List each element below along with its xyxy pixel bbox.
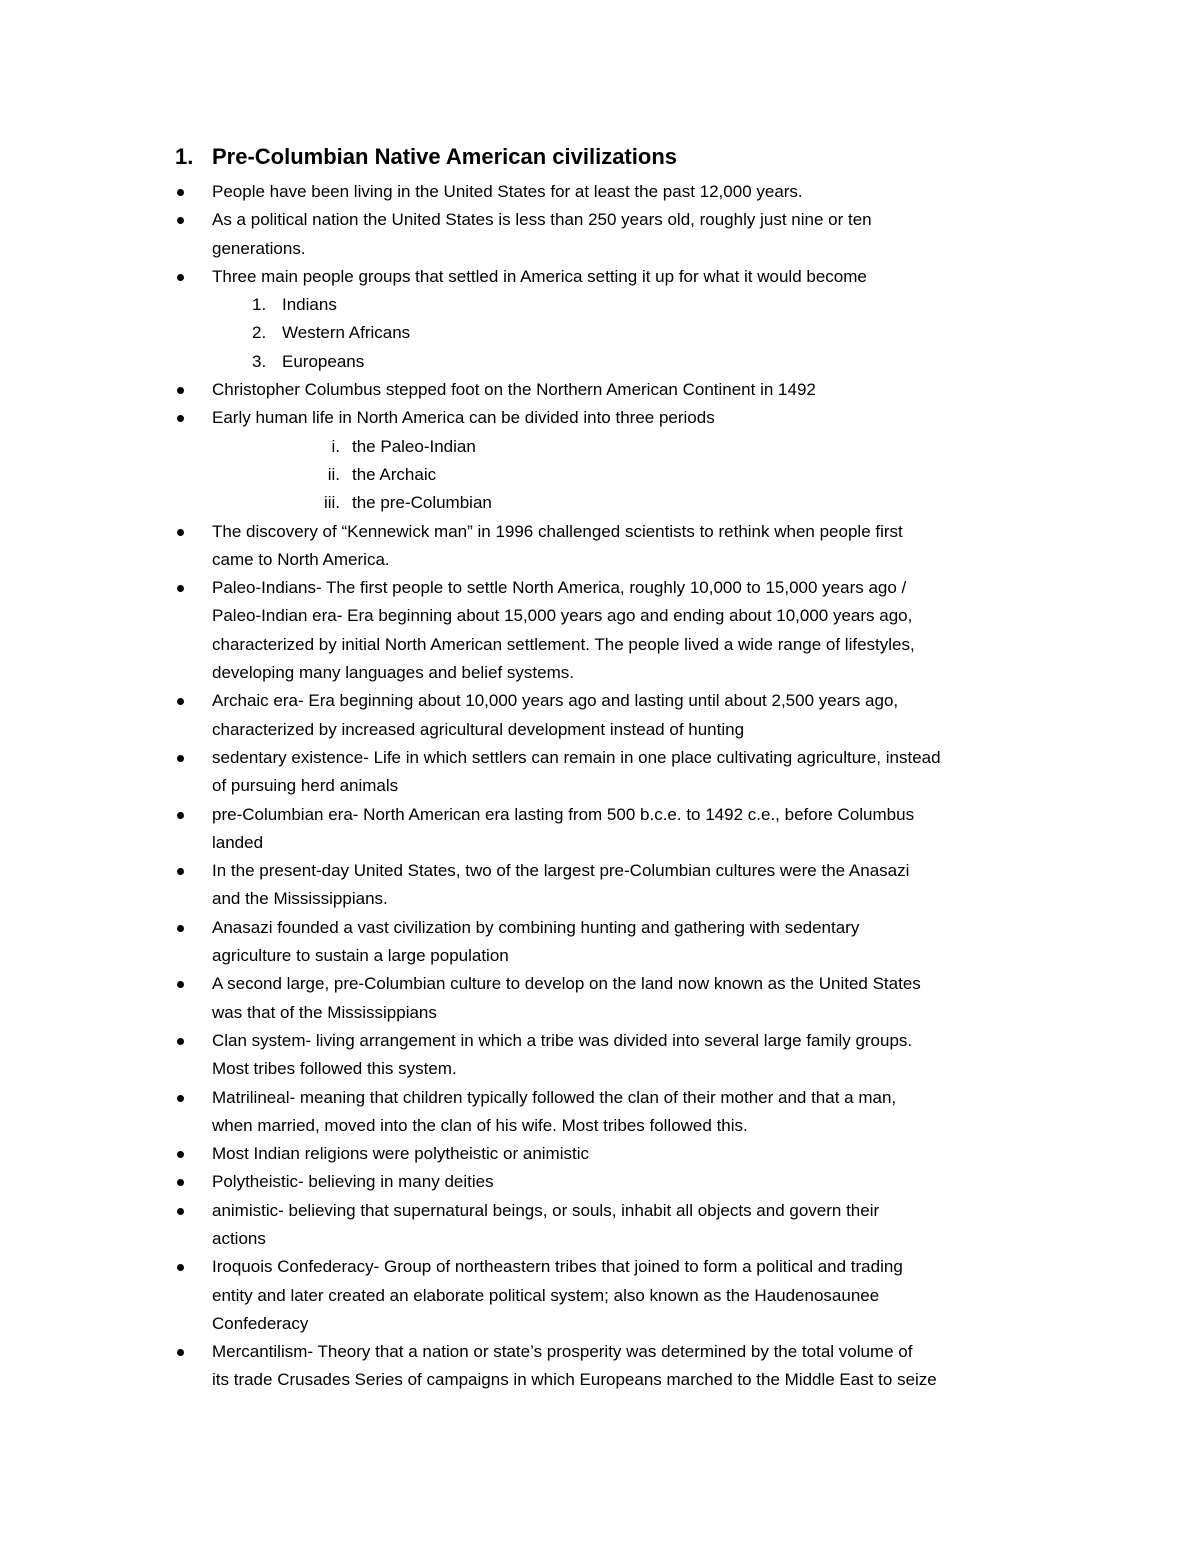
bullet-item bbox=[175, 376, 1075, 404]
bullet-icon bbox=[177, 1095, 184, 1102]
bullet-icon bbox=[177, 274, 184, 281]
list-marker: iii. bbox=[323, 493, 340, 513]
bullet-icon bbox=[177, 585, 184, 592]
bullet-text: As a political nation the United States is less than 250 years old, roughly just nine or ten generations. bbox=[212, 210, 872, 258]
bullet-item bbox=[175, 1338, 1075, 1395]
bullet-text: In the present-day United States, two of the largest pre-Columbian cultures were the Anasazi and the Mississippians. bbox=[212, 861, 910, 909]
bullet-text: pre-Columbian era- North American era lasting from 500 b.c.e. to 1492 c.e., before Columbus landed bbox=[212, 804, 915, 852]
numbered-subitem bbox=[175, 319, 1075, 347]
bullet-text: Matrilineal- meaning that children typically followed the clan of their mother and that a man, when married, moved into the clan of his wife. Most tribes followed this. bbox=[212, 1087, 897, 1135]
bullet-text: Mercantilism- Theory that a nation or state’s prosperity was determined by the total volume of its trade Crusades Series of campaigns in which Europeans marched to the Middle East to seize bbox=[212, 1342, 937, 1390]
bullet-icon bbox=[177, 868, 184, 875]
bullet-item bbox=[175, 1027, 1075, 1084]
bullet-item bbox=[175, 178, 1075, 206]
bullet-icon bbox=[177, 415, 184, 422]
bullet-item bbox=[175, 857, 1075, 914]
bullet-item bbox=[175, 263, 1075, 291]
bullet-text: Most Indian religions were polytheistic or animistic bbox=[212, 1144, 589, 1164]
bullet-item bbox=[175, 518, 1075, 575]
bullet-text: Christopher Columbus stepped foot on the Northern American Continent in 1492 bbox=[212, 380, 816, 400]
bullet-item bbox=[175, 1197, 1075, 1254]
bullet-text: Iroquois Confederacy- Group of northeastern tribes that joined to form a political and trading entity and later created an elaborate political system; also known as the Haudenosaunee Confederacy bbox=[212, 1257, 903, 1333]
subitem-text: the pre-Columbian bbox=[352, 493, 492, 513]
bullet-text: Early human life in North America can be divided into three periods bbox=[212, 408, 715, 428]
bullet-text: A second large, pre-Columbian culture to develop on the land now known as the United States was that of the Mississippians bbox=[212, 974, 921, 1022]
bullet-item bbox=[175, 1084, 1075, 1141]
bullet-item bbox=[175, 744, 1075, 801]
numbered-subitem bbox=[175, 348, 1075, 376]
subitem-text: Indians bbox=[282, 295, 337, 315]
bullet-item bbox=[175, 574, 1075, 687]
bullet-item bbox=[175, 404, 1075, 432]
numbered-subitem bbox=[175, 291, 1075, 319]
notes-list bbox=[175, 178, 1075, 1395]
bullet-item bbox=[175, 206, 1075, 263]
list-marker: 3. bbox=[252, 351, 267, 371]
bullet-item bbox=[175, 1140, 1075, 1168]
list-marker: ii. bbox=[327, 464, 340, 484]
bullet-icon bbox=[177, 217, 184, 224]
subitem-text: the Archaic bbox=[352, 464, 437, 484]
bullet-icon bbox=[177, 1179, 184, 1186]
section-heading bbox=[175, 144, 677, 170]
bullet-text: animistic- believing that supernatural beings, or souls, inhabit all objects and govern their actions bbox=[212, 1200, 880, 1248]
bullet-text: sedentary existence- Life in which settlers can remain in one place cultivating agriculture, instead of pursuing herd animals bbox=[212, 747, 941, 796]
bullet-item bbox=[175, 914, 1075, 971]
bullet-icon bbox=[177, 1208, 184, 1215]
heading-title: Pre-Columbian Native American civilizations bbox=[212, 144, 677, 169]
bullet-text: Clan system- living arrangement in which a tribe was divided into several large family groups. Most tribes followed this system. bbox=[212, 1030, 913, 1079]
subitem-text: the Paleo-Indian bbox=[352, 436, 476, 456]
bullet-icon bbox=[177, 529, 184, 536]
bullet-icon bbox=[177, 1264, 184, 1271]
bullet-text: Polytheistic- believing in many deities bbox=[212, 1172, 494, 1192]
bullet-text: Archaic era- Era beginning about 10,000 years ago and lasting until about 2,500 years ago, characterized by increased agricultural development instead of hunting bbox=[212, 691, 899, 739]
bullet-item bbox=[175, 801, 1075, 858]
bullet-icon bbox=[177, 387, 184, 394]
list-marker: i. bbox=[331, 436, 340, 456]
heading-number: 1. bbox=[175, 144, 194, 169]
bullet-icon bbox=[177, 1151, 184, 1158]
bullet-icon bbox=[177, 812, 184, 819]
bullet-text: Three main people groups that settled in America setting it up for what it would become bbox=[212, 266, 867, 286]
subitem-text: Europeans bbox=[282, 351, 365, 371]
bullet-item bbox=[175, 970, 1075, 1027]
bullet-text: The discovery of “Kennewick man” in 1996 challenged scientists to rethink when people first came to North America. bbox=[212, 521, 903, 569]
bullet-icon bbox=[177, 1038, 184, 1045]
bullet-item bbox=[175, 1253, 1075, 1338]
bullet-icon bbox=[177, 698, 184, 705]
list-marker: 1. bbox=[252, 295, 267, 315]
roman-subitem bbox=[175, 489, 1075, 517]
bullet-icon bbox=[177, 981, 184, 988]
roman-subitem bbox=[175, 461, 1075, 489]
roman-subitem bbox=[175, 433, 1075, 461]
bullet-item bbox=[175, 687, 1075, 744]
bullet-icon bbox=[177, 1349, 184, 1356]
bullet-icon bbox=[177, 189, 184, 196]
bullet-text: Anasazi founded a vast civilization by combining hunting and gathering with sedentary agriculture to sustain a large population bbox=[212, 917, 860, 966]
bullet-text: Paleo-Indians- The first people to settle North America, roughly 10,000 to 15,000 years ago / Paleo-Indian era- Era beginning about 15,000 years ago and ending about 10,000 years ago, characterized by initial North American settlement. The people lived a wide range of lifestyles, developing many languages and belief systems. bbox=[212, 578, 915, 683]
bullet-icon bbox=[177, 925, 184, 932]
bullet-item bbox=[175, 1168, 1075, 1196]
bullet-icon bbox=[177, 755, 184, 762]
list-marker: 2. bbox=[252, 323, 267, 343]
bullet-text: People have been living in the United States for at least the past 12,000 years. bbox=[212, 182, 803, 201]
subitem-text: Western Africans bbox=[282, 323, 411, 343]
